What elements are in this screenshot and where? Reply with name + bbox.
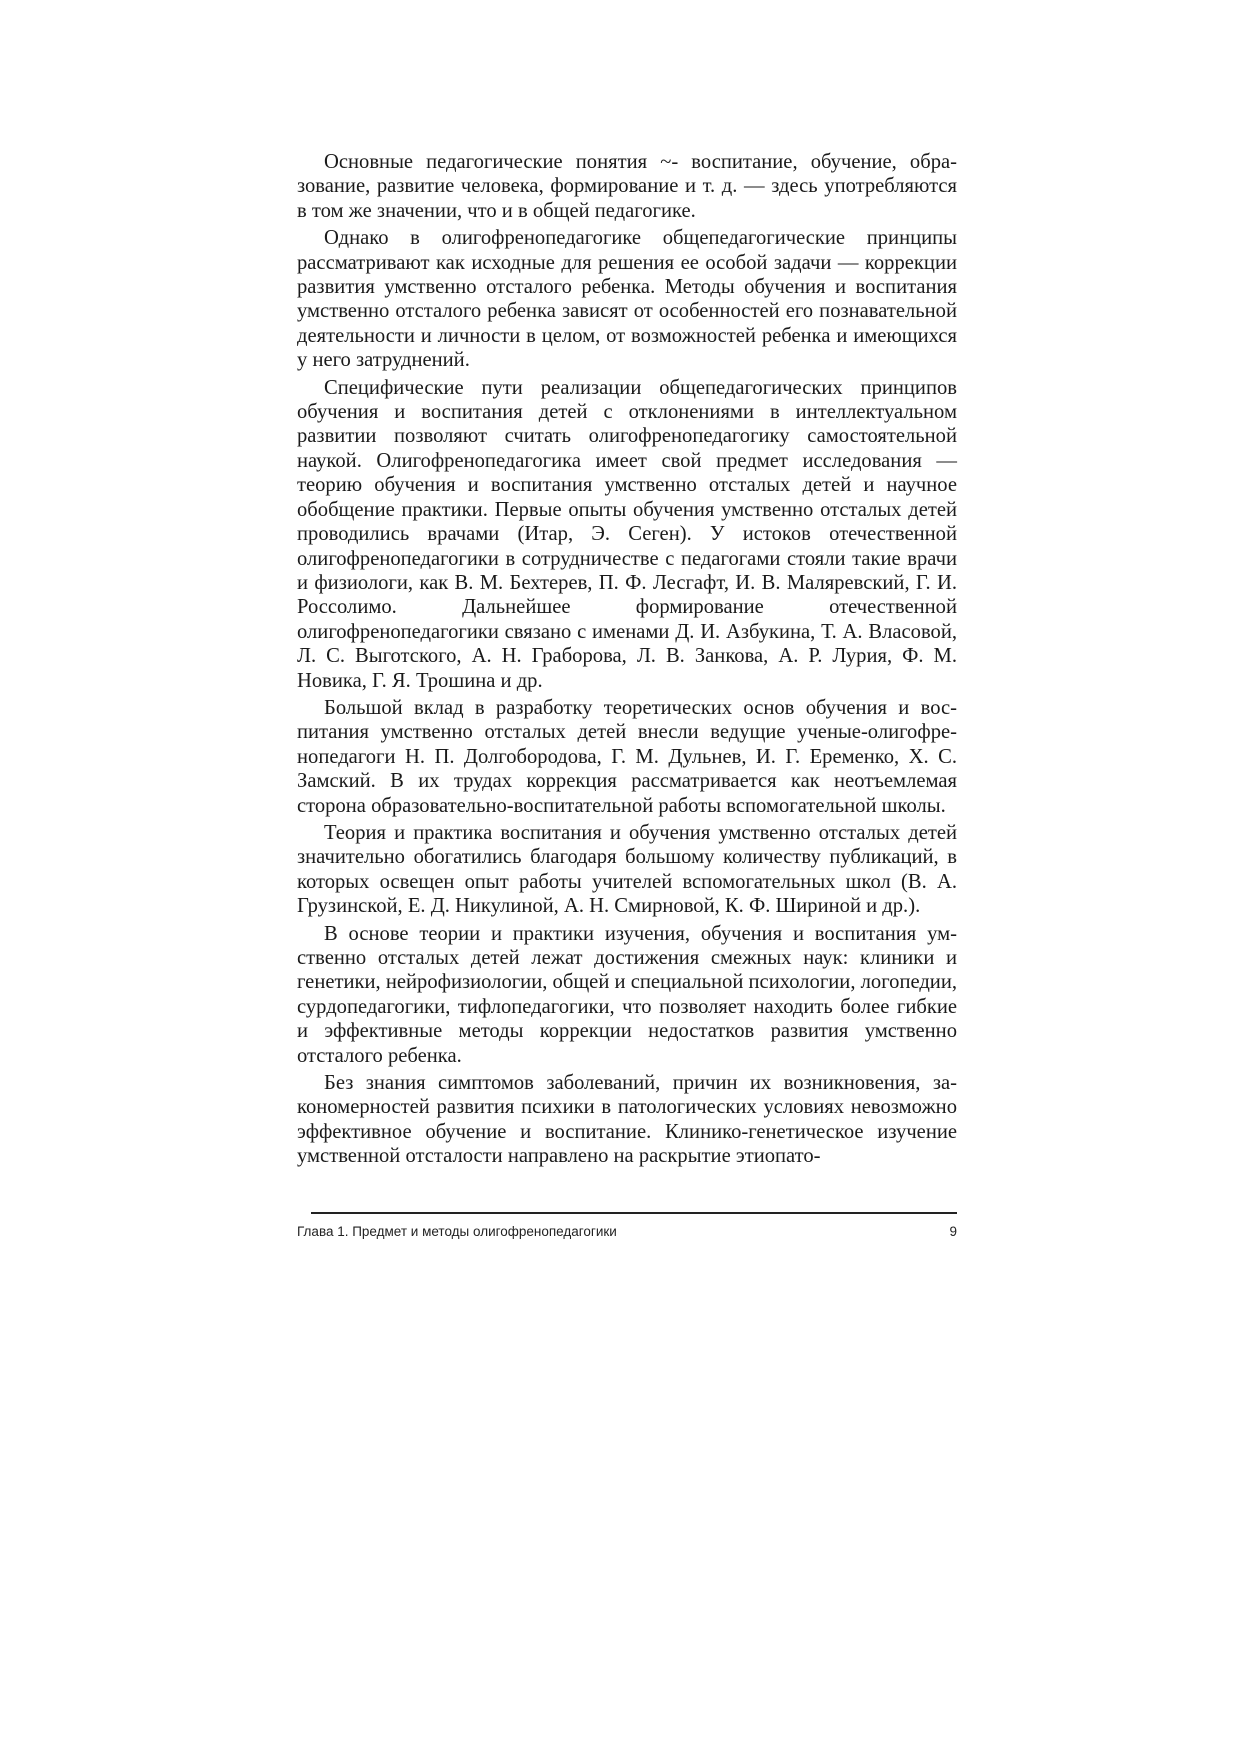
running-footer-chapter-title: Глава 1. Предмет и методы олигофренопедагогики [297,1224,617,1239]
paragraph-5: Теория и практика воспитания и обучения умственно отсталых детей значительно обогатились благодаря большому количеству публикаций, в которых освещен опыт работы учителей вспомогательных школ (В. А. Грузинской, Е. Д. Никулиной, А. Н. Смирновой, К. Ф. Шириной и др.). [297,821,957,918]
paragraph-7: Без знания симптомов заболеваний, причин их возникновения, закономерностей развития психики в патологических условиях невозможно эффективное обучение и воспитание. Клинико-генетическое изучение умственной отсталости направлено на раскрытие этиопато- [297,1072,957,1168]
paragraph-1: Основные педагогические понятия ~- воспитание, обучение, образование, развитие человека, формирование и т. д. — здесь употребляются в том же значении, что и в общей педагогике. [297,151,957,222]
paragraph-2: Однако в олигофренопедагогике общепедагогические принципы рассматривают как исходные для решения ее особой задачи — коррекции развития умственно отсталого ребенка. Методы обучения и воспитания умственно отсталого ребенка зависят от особенностей его познавательной деятельности и личности в целом, от возможностей ребенка и имеющихся у него затруднений. [297,227,957,372]
body-text [297,150,957,1172]
footer-divider [311,1212,957,1214]
paragraph-6: В основе теории и практики изучения, обучения и воспитания умственно отсталых детей лежат достижения смежных наук: клиники и генетики, нейрофизиологии, общей и специальной психологии, логопедии, сурдопедагогики, тифлопедагогики, что позволяет находить более гибкие и эффективные методы коррекции недостатков развития умственно отсталого ребенка. [297,922,957,1067]
page-number: 9 [949,1224,957,1239]
paragraph-4: Большой вклад в разработку теоретических основ обучения и воспитания умственно отсталых детей внесли ведущие ученые-олигофренопедагоги Н. П. Долгобородова, Г. М. Дульнев, И. Г. Еременко, X. С. Замский. В их трудах коррекция рассматривается как неотъемлемая сторона образовательно-воспитательной работы вспомогательной школы. [297,696,957,817]
paragraph-3: Специфические пути реализации общепедагогических принципов обучения и воспитания детей с отклонениями в интеллектуальном развитии позволяют считать олигофренопедагогику самостоятельной наукой. Олигофренопедагогика имеет свой предмет исследования — теорию обучения и воспитания умственно отсталых детей и научное обобщение практики. Первые опыты обучения умственно отсталых детей проводились врачами (Итар, Э. Сеген). У истоков отечественной олигофренопедагогики в сотрудничестве с педагогами стояли такие врачи и физиологи, как В. М. Бехтерев, П. Ф. Лесгафт, И. В. Маляревский, Г. И. Россолимо. Дальнейшее формирование отечественной олигофренопедагогики связано с именами Д. И. Азбукина, Т. А. Власовой, Л. С. Выготского, А. Н. Граборова, Л. В. Занкова, А. Р. Лурия, Ф. М. Новика, Г. Я. Трошина и др. [297,376,957,692]
